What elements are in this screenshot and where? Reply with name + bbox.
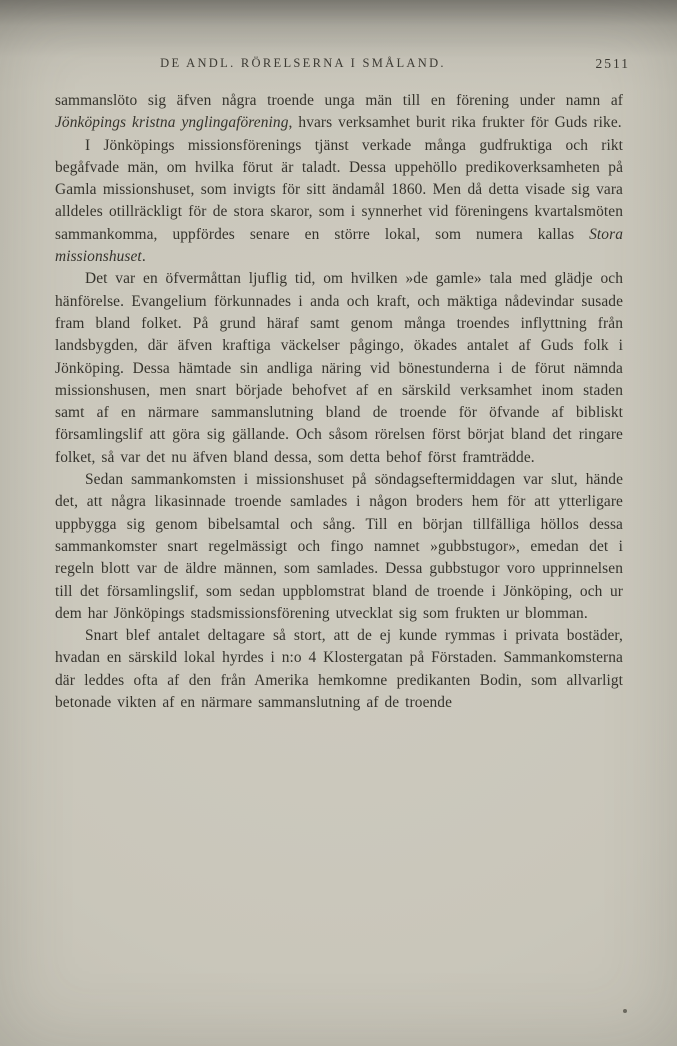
text-segment: Det var en öfvermåttan ljuflig tid, om hvilken »de gamle» tala med glädje och hänförelse. Evangelium förkunnades i anda och kraft, och mäktiga nådevindar susade fram bland folket. På grund häraf samt genom många troendes inflyttning från landsbygden, där äfven kraftiga väckelser pågingo, ökades antalet af Guds folk i Jönköping. Dessa hämtade sin andliga näring vid bönestunderna i de förut nämnda missionshusen, men snart började behofvet af en särskild verksamhet inom staden samt af en närmare sammanslutning bland de troende för öfvande af bibliskt församlingslif att göra sig gällande. Och såsom rörelsen först börjat bland det ringare folket, så var det nu äfven bland dessa, som detta behof först framträdde. [55,270,623,466]
text-segment: sammanslöto sig äfven några troende unga män till en förening under namn af [55,92,623,109]
text-body [55,90,623,714]
paragraph [55,469,623,625]
italic-text-segment: Stora missionshuset [55,225,623,266]
page-number: 2511 [595,56,630,71]
ink-speck [623,1009,627,1013]
text-segment: I Jönköpings missionsförenings tjänst verkade många gudfruktiga och rikt begåfvade män, om hvilka förut är taladt. Dessa uppehöllo predikoverksamheten på Gamla missionshuset, som invigts för sitt ändamål 1860. Men då detta visade sig vara alldeles otillräckligt för de stora skaror, som i synnerhet vid föreningens kvartalsmöten sammankomma, uppfördes senare en större lokal, som numera kallas [55,136,623,243]
paragraph [55,135,623,269]
text-segment: . [141,248,146,266]
running-header-title: DE ANDL. RÖRELSERNA I SMÅLAND. [160,56,446,70]
paragraph [55,268,623,469]
paragraph [55,90,623,135]
text-segment: , hvars verksamhet burit rika frukter för Guds rike. [288,114,622,132]
paragraph [55,625,623,714]
text-segment: Sedan sammankomsten i missionshuset på söndagseftermiddagen var slut, hände det, att några likasinnade troende samlades i någon broders hem för att ytterligare uppbygga sig genom bibelsamtal och sång. Till en början tillfälliga höllos dessa sammankomster snart regelmässigt och fingo namnet »gubbstugor», emedan det i regeln blott var de äldre männen, som samlades. Dessa gubbstugor voro upprinnelsen till det församlingslif, som sedan uppblomstrat bland de troende i Jönköping, och ur dem har Jönköpings stadsmissionsförening utvecklat sig som frukten ur blomman. [55,471,623,622]
text-segment: Snart blef antalet deltagare så stort, att de ej kunde rymmas i privata bostäder, hvadan en särskild lokal hyrdes i n:o 4 Klostergatan på Förstaden. Sammankomsterna där leddes ofta af den från Amerika hemkomne predikanten Bodin, som allvarligt betonade vikten af en närmare sammanslutning af de troende [55,627,623,712]
italic-text-segment: Jönköpings kristna ynglingaförening [55,114,289,132]
